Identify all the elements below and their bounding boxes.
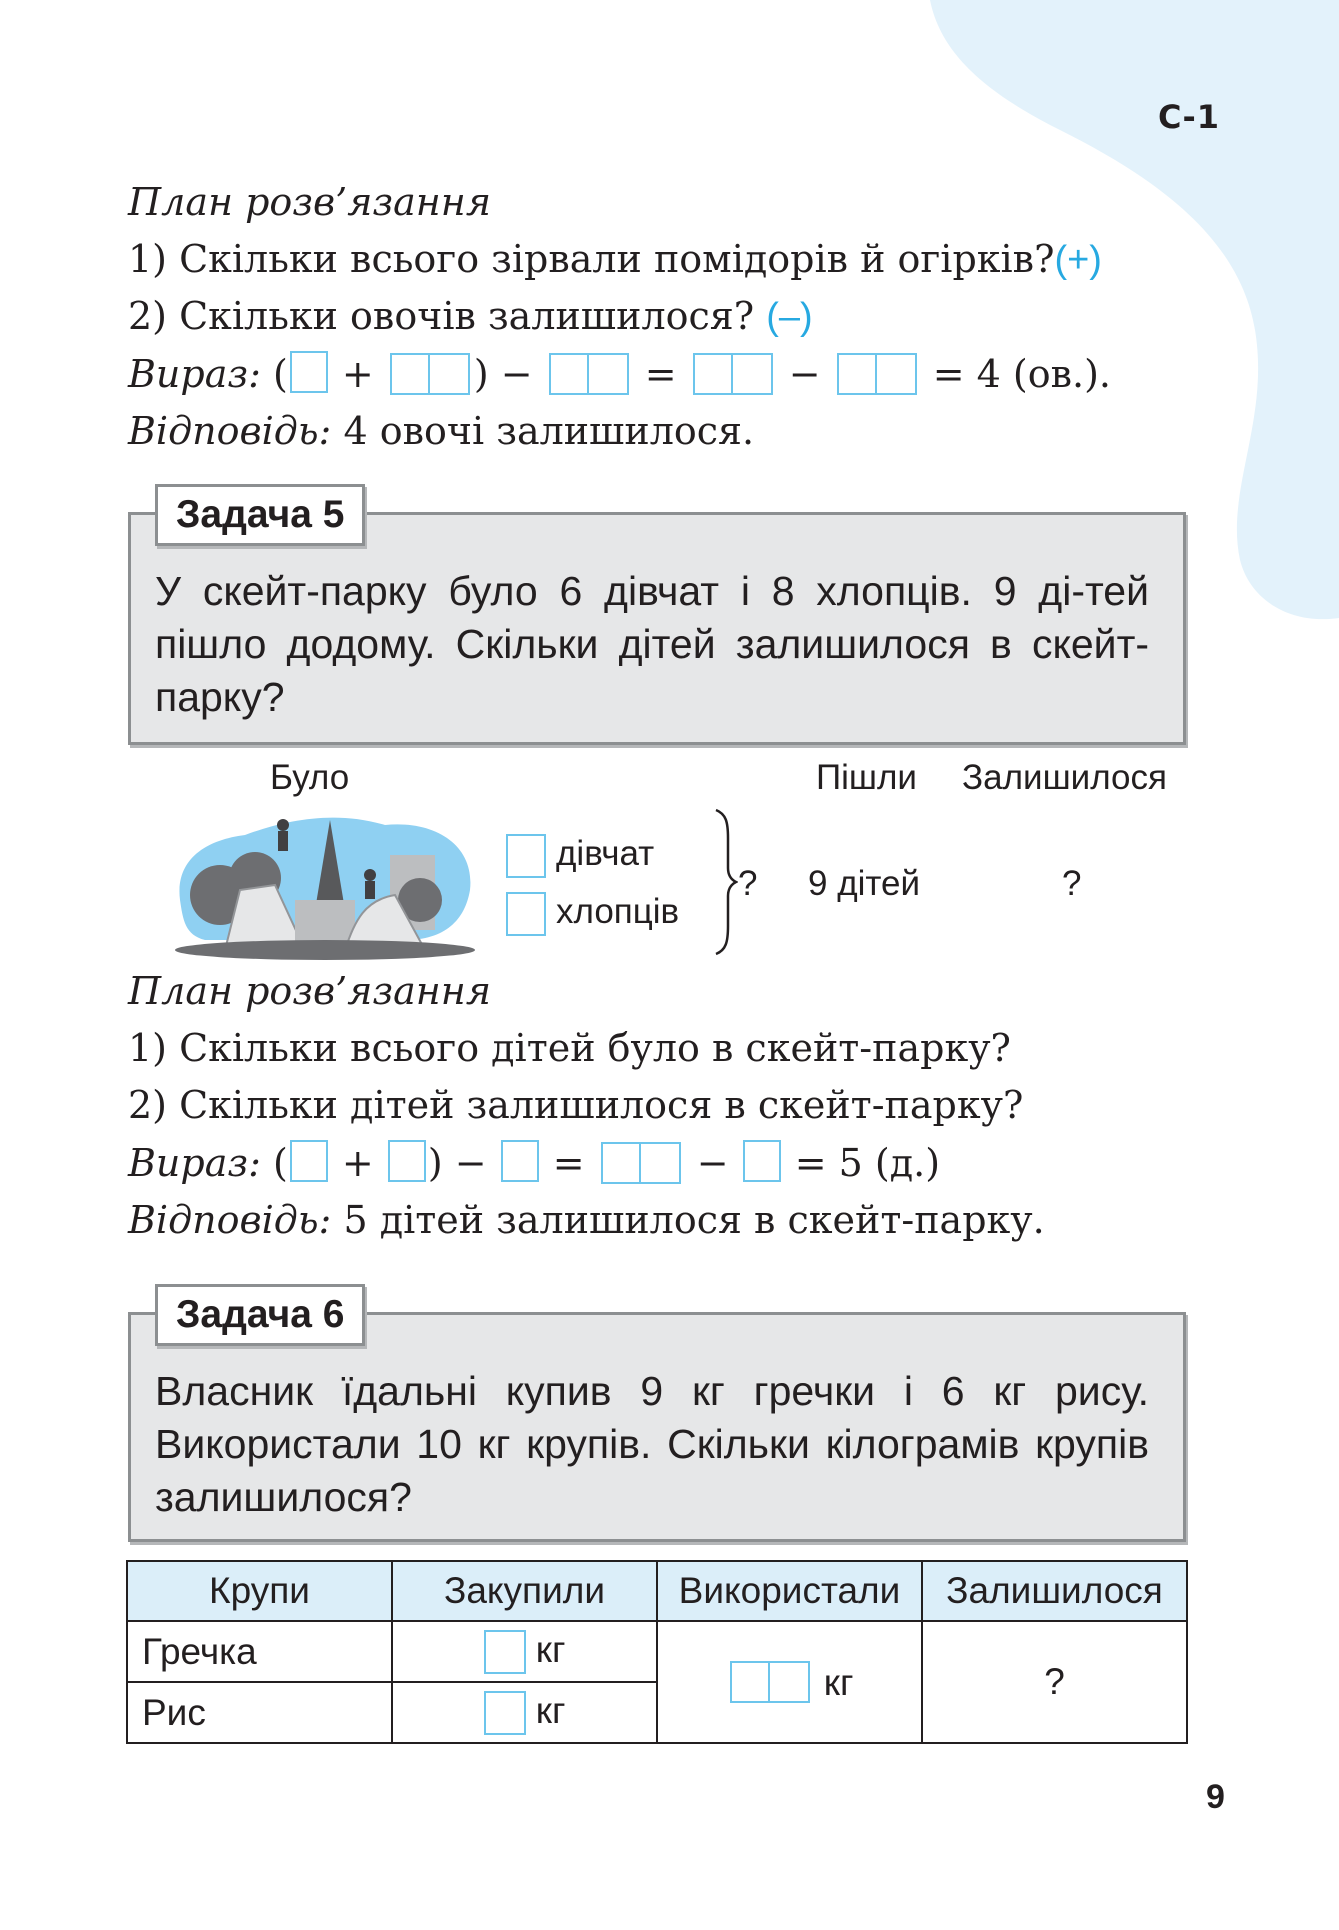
task5-text: У скейт-парку було 6 дівчат і 8 хлопців. 9 ді-тей пішло додому. Скільки дітей залишилося в скейт-парку?: [155, 568, 1149, 720]
answer-box[interactable]: [730, 1661, 810, 1703]
left-header: Пішли: [816, 758, 917, 797]
remain-value: ?: [1062, 864, 1082, 903]
answer-box[interactable]: [601, 1142, 681, 1184]
plan1-expression: Вираз: ( + ) − = − = 4 (ов.).: [128, 352, 1112, 396]
minus-hint: (–): [766, 296, 813, 338]
plan2-answer: Відповідь: 5 дітей залишилося в скейт-парку.: [128, 1198, 1045, 1242]
plan2-expression: Вираз: ( + ) − = − = 5 (д.): [128, 1141, 941, 1185]
grain-name: Гречка: [127, 1621, 392, 1682]
answer-box[interactable]: [549, 353, 629, 395]
girls-box[interactable]: [506, 834, 546, 878]
bought-cell: кг: [392, 1621, 657, 1682]
plan2-title: План розв’язання: [128, 969, 491, 1013]
plan1-answer: Відповідь: 4 овочі залишилося.: [128, 409, 755, 453]
plan1-title: План розв’язання: [128, 180, 491, 224]
task5-card: [128, 512, 1186, 745]
bought-cell: кг: [392, 1682, 657, 1743]
expression-label: Вираз:: [128, 352, 261, 396]
task6-card: [128, 1312, 1186, 1542]
plus-hint: (+): [1054, 239, 1102, 281]
task5-label: Задача 5: [155, 484, 365, 546]
remain-header: Залишилося: [962, 758, 1167, 797]
remain-cell: ?: [922, 1621, 1187, 1743]
answer-box[interactable]: [837, 353, 917, 395]
plan2-step1: 1) Скільки всього дітей було в скейт-парку?: [128, 1026, 1011, 1070]
answer-box[interactable]: [693, 353, 773, 395]
answer-box[interactable]: [501, 1140, 539, 1182]
table-header: Крупи: [127, 1561, 392, 1621]
grain-table: [126, 1560, 1188, 1744]
brace-icon: [712, 808, 738, 956]
page-number: 9: [1206, 1778, 1225, 1816]
table-header: Використали: [657, 1561, 922, 1621]
grain-name: Рис: [127, 1682, 392, 1743]
section-code: С-1: [1158, 98, 1221, 136]
left-value: 9 дітей: [808, 864, 921, 903]
answer-box[interactable]: [290, 1140, 328, 1182]
plan1-step1: 1) Скільки всього зірвали помідорів й огірків?(+): [128, 237, 1102, 281]
plan1-step2: 2) Скільки овочів залишилося? (–): [128, 294, 813, 338]
girls-label: дівчат: [556, 834, 655, 873]
boys-box[interactable]: [506, 892, 546, 936]
table-header: Залишилося: [922, 1561, 1187, 1621]
table-row: [127, 1621, 1187, 1682]
expression-label: Вираз:: [128, 1141, 261, 1185]
was-header: Було: [270, 758, 350, 797]
answer-box[interactable]: [388, 1140, 426, 1182]
answer-box[interactable]: [743, 1140, 781, 1182]
boys-label: хлопців: [556, 892, 680, 931]
used-cell: кг: [657, 1621, 922, 1743]
answer-box[interactable]: [290, 351, 328, 393]
task6-label: Задача 6: [155, 1284, 365, 1346]
answer-box[interactable]: [484, 1691, 526, 1735]
total-question: ?: [738, 864, 758, 903]
plan2-step2: 2) Скільки дітей залишилося в скейт-парку?: [128, 1083, 1024, 1127]
answer-box[interactable]: [390, 353, 470, 395]
task6-text: Власник їдальні купив 9 кг гречки і 6 кг рису. Використали 10 кг крупів. Скільки кілограмів крупів залишилося?: [155, 1368, 1149, 1520]
skatepark-illustration: [165, 800, 485, 960]
table-header: Закупили: [392, 1561, 657, 1621]
answer-box[interactable]: [484, 1630, 526, 1674]
